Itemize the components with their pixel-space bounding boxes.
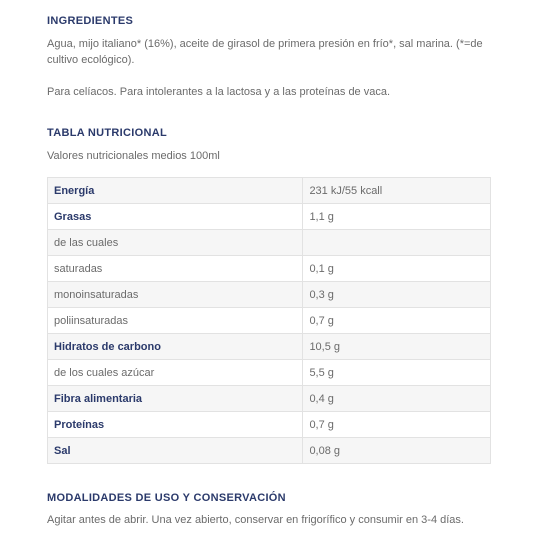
table-row: [48, 178, 491, 204]
usage-text: Agitar antes de abrir. Una vez abierto, conservar en frigorífico y consumir en 3-4 días.: [47, 514, 464, 526]
nutrition-table: [47, 177, 491, 464]
nutrient-name: saturadas: [48, 256, 303, 282]
nutrient-name: Fibra alimentaria: [48, 386, 303, 412]
table-row: [48, 282, 491, 308]
nutrient-name: Hidratos de carbono: [48, 334, 303, 360]
nutrient-name: Energía: [48, 178, 303, 204]
table-row: [48, 230, 491, 256]
table-row: [48, 204, 491, 230]
table-row: [48, 334, 491, 360]
table-row: [48, 438, 491, 464]
table-row: [48, 386, 491, 412]
nutrient-value: 0,1 g: [303, 256, 491, 282]
ingredients-heading: INGREDIENTES: [47, 15, 134, 27]
nutrient-value: 0,7 g: [303, 412, 491, 438]
nutrient-value: 0,7 g: [303, 308, 491, 334]
nutrient-value: 0,3 g: [303, 282, 491, 308]
nutrient-value: 1,1 g: [303, 204, 491, 230]
table-row: [48, 256, 491, 282]
nutrient-value: 0,4 g: [303, 386, 491, 412]
nutrient-value: 231 kJ/55 kcall: [303, 178, 491, 204]
nutrient-name: monoinsaturadas: [48, 282, 303, 308]
nutrition-heading: TABLA NUTRICIONAL: [47, 127, 167, 139]
nutrient-name: de los cuales azúcar: [48, 360, 303, 386]
nutrition-subtitle: Valores nutricionales medios 100ml: [47, 150, 220, 162]
nutrient-name: Proteínas: [48, 412, 303, 438]
ingredients-text: Agua, mijo italiano* (16%), aceite de girasol de primera presión en frío*, sal marina. (*=de cultivo ecológico).: [47, 38, 483, 66]
nutrient-name: de las cuales: [48, 230, 303, 256]
table-row: [48, 412, 491, 438]
nutrient-value: 0,08 g: [303, 438, 491, 464]
table-row: [48, 360, 491, 386]
table-row: [48, 308, 491, 334]
nutrient-name: poliinsaturadas: [48, 308, 303, 334]
allergen-note: Para celíacos. Para intolerantes a la lactosa y a las proteínas de vaca.: [47, 86, 391, 98]
nutrient-value: 10,5 g: [303, 334, 491, 360]
nutrient-name: Sal: [48, 438, 303, 464]
nutrient-value: [303, 230, 491, 256]
nutrient-name: Grasas: [48, 204, 303, 230]
usage-heading: MODALIDADES DE USO Y CONSERVACIÓN: [47, 492, 286, 504]
nutrient-value: 5,5 g: [303, 360, 491, 386]
